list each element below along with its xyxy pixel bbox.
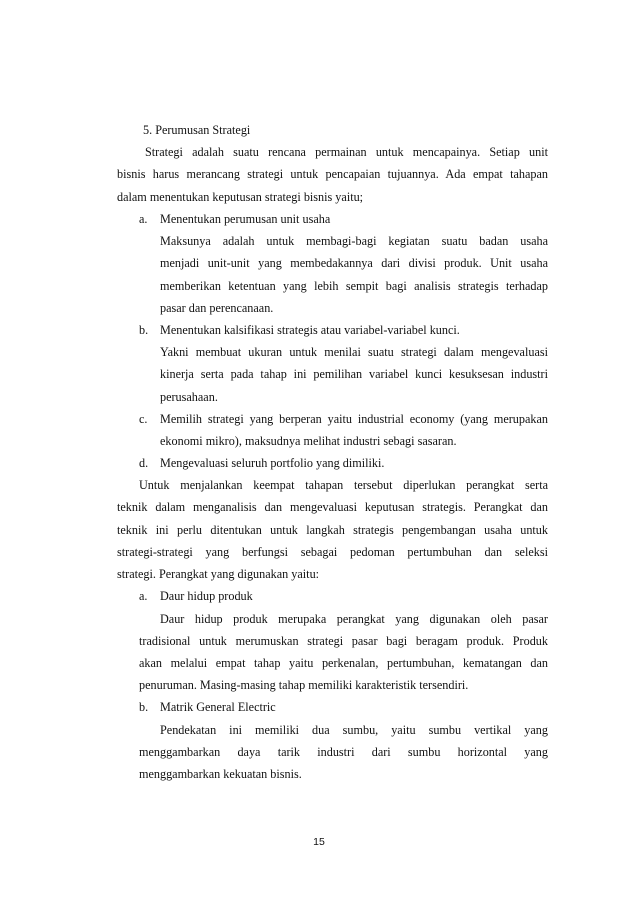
list2-a-body-2: tradisional untuk merumuskan strategi pasar bagi beragam produk. Produk bbox=[139, 634, 548, 648]
list1-a-body-3: memberikan ketentuan yang lebih sempit bagi analisis strategis terhadap bbox=[160, 279, 548, 293]
list1-marker-d: d. bbox=[139, 456, 149, 470]
list1-b-body-3: perusahaan. bbox=[160, 390, 218, 404]
list2-a-body-1: Daur hidup produk merupaka perangkat yang digunakan oleh pasar bbox=[160, 612, 548, 626]
list2-b-body-2: menggambarkan daya tarik industri dari sumbu horizontal yang bbox=[139, 745, 548, 759]
list1-marker-a: a. bbox=[139, 212, 148, 226]
list1-marker-b: b. bbox=[139, 323, 149, 337]
list1-c-body-1: ekonomi mikro), maksudnya melihat industri sebagi sasaran. bbox=[160, 434, 457, 448]
para2-line-5: strategi. Perangkat yang digunakan yaitu: bbox=[117, 567, 320, 581]
section-heading: 5. Perumusan Strategi bbox=[143, 123, 251, 137]
list2-marker-a: a. bbox=[139, 589, 148, 603]
intro-line-2: bisnis harus merancang strategi untuk pencapaian tujuannya. Ada empat tahapan bbox=[117, 167, 548, 181]
intro-line-3: dalam menentukan keputusan strategi bisnis yaitu; bbox=[117, 190, 364, 204]
list1-title-c: Memilih strategi yang berperan yaitu industrial economy (yang merupakan bbox=[160, 412, 548, 426]
list2-a-body-4: penuruman. Masing-masing tahap memiliki karakteristik tersendiri. bbox=[139, 678, 469, 692]
list1-b-body-1: Yakni membuat ukuran untuk menilai suatu strategi dalam mengevaluasi bbox=[160, 345, 548, 359]
list2-title-a: Daur hidup produk bbox=[160, 589, 253, 603]
list1-title-d: Mengevaluasi seluruh portfolio yang dimiliki. bbox=[160, 456, 385, 470]
list2-title-b: Matrik General Electric bbox=[160, 700, 276, 714]
para2-line-3: teknik ini perlu ditentukan untuk langkah strategis pengembangan usaha untuk bbox=[117, 523, 548, 537]
list2-b-body-3: menggambarkan kekuatan bisnis. bbox=[139, 767, 302, 781]
list2-marker-b: b. bbox=[139, 700, 149, 714]
list1-title-a: Menentukan perumusan unit usaha bbox=[160, 212, 331, 226]
para2-line-4: strategi-strategi yang berfungsi sebagai pedoman pertumbuhan dan seleksi bbox=[117, 545, 548, 559]
list2-b-body-1: Pendekatan ini memiliki dua sumbu, yaitu sumbu vertikal yang bbox=[160, 723, 548, 737]
list1-a-body-4: pasar dan perencanaan. bbox=[160, 301, 274, 315]
list2-a-body-3: akan melalui empat tahap yaitu perkenalan, pertumbuhan, kematangan dan bbox=[139, 656, 548, 670]
page-number: 15 bbox=[313, 836, 325, 848]
list1-title-b: Menentukan kalsifikasi strategis atau variabel-variabel kunci. bbox=[160, 323, 460, 337]
intro-line-1: Strategi adalah suatu rencana permainan untuk mencapainya. Setiap unit bbox=[145, 145, 548, 159]
list1-a-body-2: menjadi unit-unit yang membedakannya dari divisi produk. Unit usaha bbox=[160, 256, 548, 270]
para2-line-2: teknik dalam menganalisis dan mengevaluasi keputusan strategis. Perangkat dan bbox=[117, 500, 548, 514]
list1-a-body-1: Maksunya adalah untuk membagi-bagi kegiatan suatu badan usaha bbox=[160, 234, 548, 248]
para2-line-1: Untuk menjalankan keempat tahapan tersebut diperlukan perangkat serta bbox=[139, 478, 548, 492]
list1-b-body-2: kinerja serta pada tahap ini pemilihan variabel kunci kesuksesan industri bbox=[160, 367, 548, 381]
list1-marker-c: c. bbox=[139, 412, 148, 426]
